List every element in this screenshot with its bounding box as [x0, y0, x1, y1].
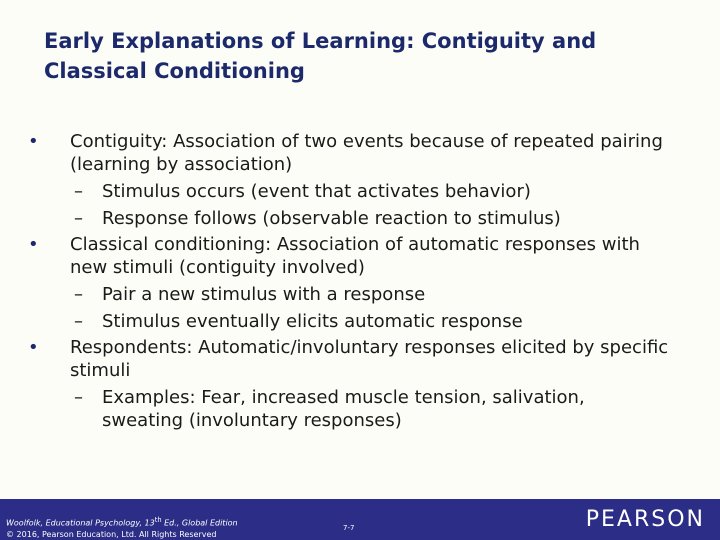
bullet-marker: • [28, 337, 39, 358]
bullet-text: Classical conditioning: Association of automatic responses with new stimuli (contiguity involved) [70, 234, 640, 278]
sub-bullet-marker: – [74, 181, 83, 202]
sub-bullet-marker: – [74, 387, 83, 408]
pearson-logo: PEARSON [585, 507, 705, 532]
sub-bullet-marker: – [74, 284, 83, 305]
copyright-text: © 2016, Pearson Education, Ltd. All Rights Reserved [6, 529, 217, 539]
sub-bullet-text: Stimulus eventually elicits automatic response [102, 311, 523, 332]
bullet-item [28, 233, 670, 279]
citation-superscript: th [154, 516, 162, 524]
citation-suffix: Ed., Global Edition [161, 518, 238, 528]
sub-bullet-text: Examples: Fear, increased muscle tension, salivation, sweating (involuntary responses) [102, 387, 585, 431]
bullet-marker: • [28, 131, 39, 152]
sub-bullet-text: Pair a new stimulus with a response [102, 284, 426, 305]
citation-line [6, 515, 238, 529]
slide-title: Early Explanations of Learning: Contiguity and Classical Conditioning [44, 29, 597, 83]
sub-bullet-item [74, 207, 662, 230]
sub-bullet-text: Stimulus occurs (event that activates behavior) [102, 181, 531, 202]
bullet-text: Contiguity: Association of two events because of repeated pairing (learning by association) [70, 131, 663, 175]
bullet-text: Respondents: Automatic/involuntary responses elicited by specific stimuli [70, 337, 669, 381]
sub-bullet-marker: – [74, 311, 83, 332]
citation-prefix: Woolfolk, Educational Psychology, 13 [6, 518, 155, 528]
sub-bullet-item [74, 386, 662, 432]
bullet-list [0, 128, 720, 435]
sub-bullet-item [74, 310, 662, 333]
sub-bullet-item [74, 180, 662, 203]
sub-bullet-text: Response follows (observable reaction to stimulus) [102, 208, 561, 229]
footer-credit [6, 515, 238, 540]
page-number: 7-7 [343, 524, 355, 532]
bullet-item [28, 336, 670, 382]
bullet-marker: • [28, 234, 39, 255]
bullet-item [28, 130, 670, 176]
sub-bullet-marker: – [74, 208, 83, 229]
sub-bullet-item [74, 283, 662, 306]
footer-bar [0, 499, 720, 540]
